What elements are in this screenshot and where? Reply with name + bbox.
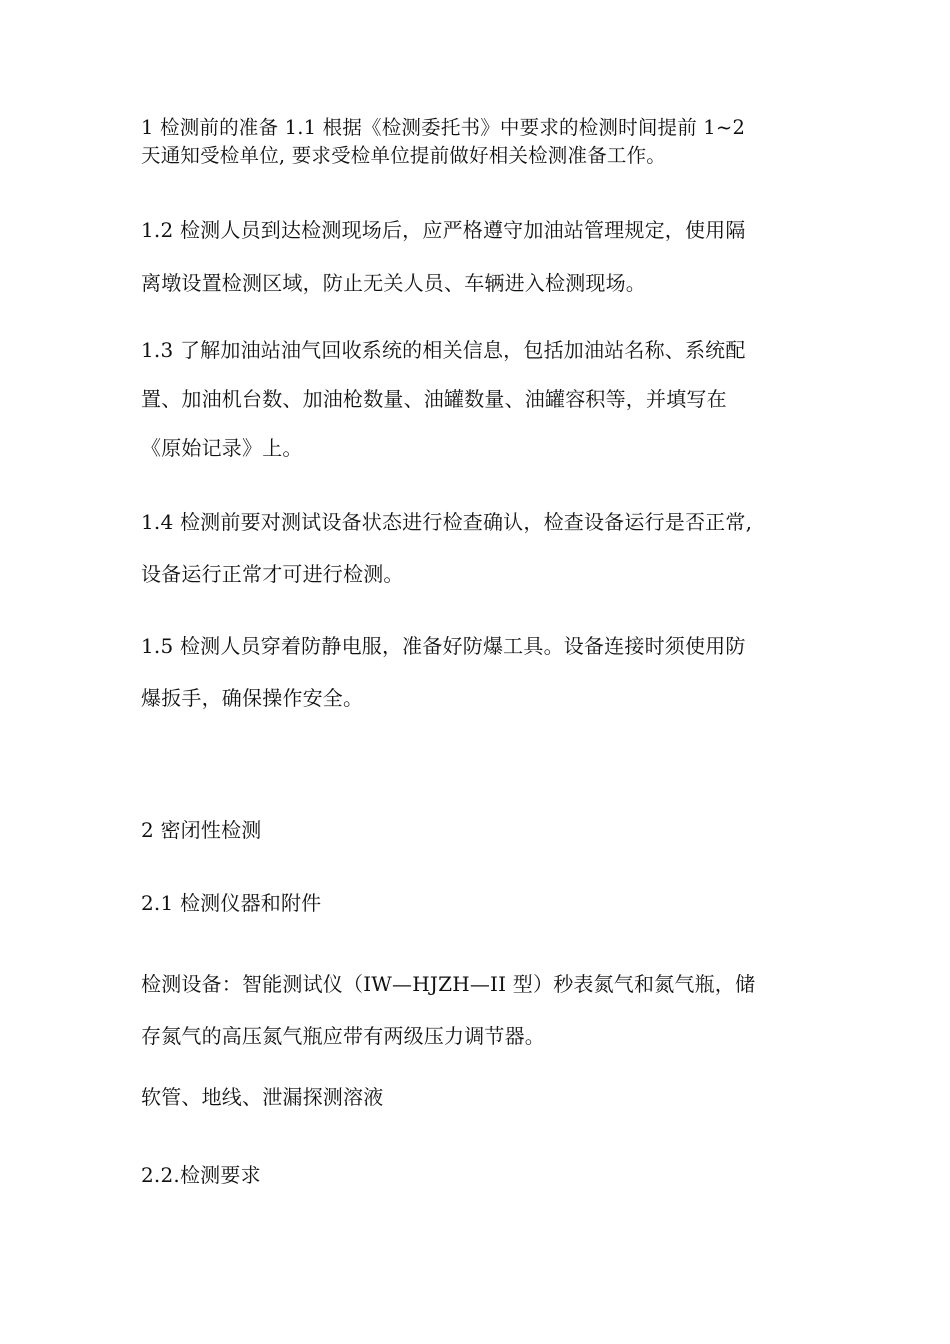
heading-text: 2.1 检测仪器和附件 xyxy=(141,891,322,915)
paragraph-equipment xyxy=(141,958,813,1062)
text-line: 1.3 了解加油站油气回收系统的相关信息，包括加油站名称、系统配 xyxy=(141,338,746,362)
paragraph-1-3-system-info xyxy=(141,326,813,473)
text-line: 《原始记录》上。 xyxy=(141,436,303,460)
text-line: 1 检测前的准备 1.1 根据《检测委托书》中要求的检测时间提前 1~2 xyxy=(141,116,746,139)
paragraph-1-4-equipment-check xyxy=(141,496,813,600)
subsection-heading-2-1 xyxy=(141,888,813,918)
heading-text: 2 密闭性检测 xyxy=(141,818,262,842)
heading-text: 2.2.检测要求 xyxy=(141,1163,261,1187)
text-line: 1.5 检测人员穿着防静电服，准备好防爆工具。设备连接时须使用防 xyxy=(141,634,746,658)
text-line: 离墩设置检测区域，防止无关人员、车辆进入检测现场。 xyxy=(141,271,646,295)
text-line: 1.4 检测前要对测试设备状态进行检查确认，检查设备运行是否正常, xyxy=(141,510,753,534)
text-line: 设备运行正常才可进行检测。 xyxy=(141,562,404,586)
section-heading-2 xyxy=(141,815,813,845)
text-line: 软管、地线、泄漏探测溶液 xyxy=(141,1085,384,1109)
paragraph-1-5-safety xyxy=(141,620,813,724)
text-line: 1.2 检测人员到达检测现场后，应严格遵守加油站管理规定，使用隔 xyxy=(141,218,746,242)
text-line: 置、加油机台数、加油枪数量、油罐数量、油罐容积等，并填写在 xyxy=(141,387,727,411)
paragraph-1-1-preparation xyxy=(141,114,813,170)
text-line: 检测设备：智能测试仪（IW—HJZH—II 型）秒表氮气和氮气瓶，储 xyxy=(141,972,756,996)
text-line: 存氮气的高压氮气瓶应带有两级压力调节器。 xyxy=(141,1024,545,1048)
text-line: 天通知受检单位, 要求受检单位提前做好相关检测准备工作。 xyxy=(141,144,666,167)
paragraph-accessories xyxy=(141,1082,813,1112)
paragraph-1-2-site-rules xyxy=(141,204,813,310)
subsection-heading-2-2 xyxy=(141,1160,813,1190)
text-line: 爆扳手，确保操作安全。 xyxy=(141,686,364,710)
